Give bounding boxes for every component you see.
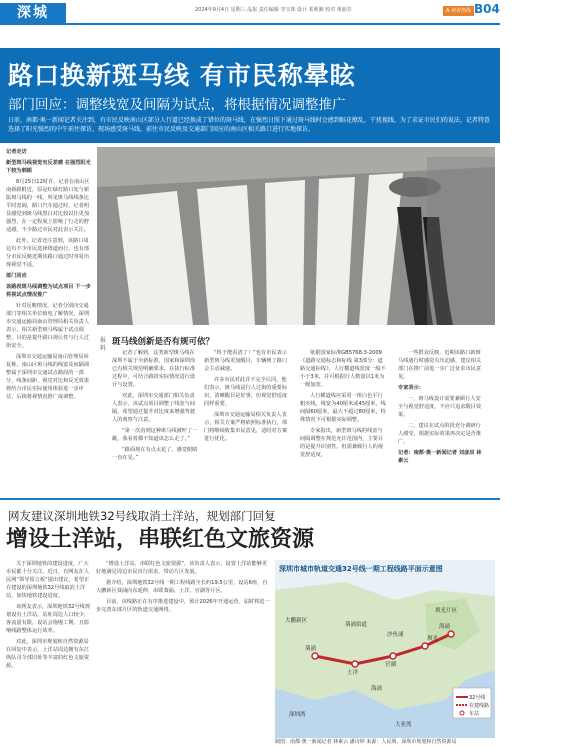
paragraph: 专家指出，新型斑马线的线宽与间隔调整在规范允许范围内，主要目的是提升识别性，但需兼顾行人的视觉舒适度。: [300, 428, 384, 458]
story2-column-1: [6, 560, 92, 673]
paragraph: 许多市民对此并不完全认同，他们表示，斑马线是行人过街的重要标识，清晰醒目是好事，但视觉舒适度同样重要。: [204, 377, 288, 407]
box-heading: 斑马线创新是否有规可依？: [112, 337, 215, 347]
masthead-rule: [0, 23, 500, 25]
place-label: 大亚湾: [395, 722, 412, 728]
paragraph: 人行横道线应采用一组白色平行粗实线，线宽为40厘米或45厘米，线间隔60厘米，最大不超过80厘米，特殊情况下可根据实际调整。: [300, 393, 386, 423]
box-column-2: [204, 349, 290, 446]
photo-caption: 正午时分，南山区工业七路与粤海路交叉口附近人行道。南都·奥一新闻记者 刘彦 辰 摄: [527, 355, 584, 411]
issue-info: 2024年9月4日 星期三 晶报 责任编辑 李宝珠 设计 邓莉湘 校对 黄丽芳: [195, 7, 352, 13]
page-number: B04: [474, 2, 500, 16]
paragraph: 一些群众反映，近期该路口新斑马线通行时感觉有压迫感，建议相关部门在推广前进一步广泛征求市民意见。: [398, 350, 482, 380]
paragraph: 记者走访: [6, 149, 27, 155]
story2-kicker: 网友建议深圳地铁32号线取消土洋站，规划部门回复: [8, 509, 276, 523]
paragraph: 该路段斑马线调整为试点项目 下一步将视试点情况推广: [6, 284, 91, 298]
paragraph: 依据国家标准GB5768.3-2009《道路交通标志和标线 第3部分：道路交通标线》，人行横道线宽度一般不小于3米，并可根据行人数量以1米为一级加宽。: [300, 350, 386, 388]
map-legend: [451, 694, 491, 718]
paragraph: “第一次看到这种斑马线被吓了一跳，我看着都不知道该怎么走了。”: [112, 428, 198, 442]
story1-left-column: [6, 148, 92, 404]
paragraph: 对此，深圳市交通部门相关负责人表示，该试点项目调整了线宽与间隔，希望通过提升对比度来增强驾驶人的观察与注意。: [112, 393, 196, 423]
route-map: [275, 560, 495, 738]
paragraph: 据介绍，深圳地铁32号线一期工程线路全长约19.5公里，设站6座，自大鹏新区葵涌向东延伸，串联葵涌、土洋、官湖等片区。: [96, 580, 268, 594]
station-label: 海涌: [439, 624, 451, 630]
legend-item: 在建线路: [469, 703, 490, 709]
paragraph: 此外，记者还注意到，该路口周边有不少市民选择绕道而行，也有部分市民反映近期该路口通过时容易出现视觉不适。: [6, 238, 90, 268]
story1-subhead: 部门回应：调整线宽及间隔为试点，将根据情况调整推广: [8, 97, 346, 113]
paragraph: 关于深圳地铁的建设进度，广大市民都十分关注。近日，有网友在人民网“领导留言板”提出建议，希望正在建设的深圳地铁32号线取消土洋站，加快地铁建设进度。: [6, 561, 90, 599]
story1-banner: [0, 48, 500, 143]
masthead: [0, 0, 500, 26]
paragraph: 目前，该线路正在有序推进建设中，预计2026年开通运营。届时将进一步完善东部片区的轨道交通网络。: [96, 599, 270, 613]
box-rail-label: 报料: [100, 337, 107, 352]
paragraph: 深圳市交通运输局相关负责人表示，相关方案严格依照标准执行，部门将继续收集市民意见，适时对方案进行优化。: [204, 412, 288, 442]
paragraph: 深圳市交通运输局南山管理局回复称，南山区斑马线的线宽及间隔调整属于深圳市交通试点路段的一部分，线条间距、视觉对比和反光效果将结合市民实际使用体验进一步评估，后续将视情况推广或调整。: [6, 354, 90, 400]
story2-column-2: [96, 560, 272, 617]
station-label: 葵涌: [305, 646, 317, 652]
map-title: 深圳市城市轨道交通32号线一期工程线路平面示意图: [279, 565, 443, 573]
paragraph: “增设土洋站，串联红色文旅资源”，该负责人表示，设置土洋站能够更好地满足周边市民出行需求，带动片区发展。: [96, 561, 268, 575]
paragraph: 8月25日12时许，记者在南山区南新路附近，原是红绿灯路口处与新版斑马线的一线，所见斑马线线条比平时宽阔，路口汽车通过时，记者明显感觉到斑马线黑白对比较以往更加强烈，在一定程度上影响了行走的舒适感，不少路过市民对此表示关注。: [6, 179, 90, 233]
paragraph: 二、建议在试点阶段充分调研行人感受，根据实际效果再决定是否推广。: [398, 423, 482, 445]
legend-item: 32号线: [469, 695, 486, 701]
paragraph: 该网友表示，深圳地铁32号线规划设有土洋站，站址周边人口较少，客流量有限，设站会拖慢工期，且影响线路整体运行效率。: [6, 604, 91, 634]
place-label: 大鹏新区: [285, 618, 308, 624]
paragraph: 专家表示：: [398, 385, 424, 391]
paragraph: 对此，深圳市规划和自然资源局在回复中表示，土洋站周边拥有东江纵队司令部旧址等丰富的红色文旅资源。: [6, 639, 90, 669]
story-divider: [0, 498, 500, 500]
paragraph: 记者：南都·奥一新闻记者 刘彦辰 林素云: [398, 450, 482, 464]
station-label: 坝光: [427, 636, 439, 642]
paragraph: 部门回应: [6, 273, 27, 279]
place-label: 沙鱼涌: [387, 632, 404, 638]
box-column-4: [398, 349, 484, 468]
paragraph: “终于能看清了！”也有市民表示新型斑马线更加醒目，车辆到了路口会主动减速。: [204, 350, 288, 372]
paragraph: 记者了解到，这类新型斑马线在深圳不属于全新标准，国家和深圳均已有相关规范明确要求，在执行标准过程中，可结合路段实际情况进行设计与设置。: [112, 350, 196, 388]
place-label: 深圳湾: [289, 712, 306, 718]
paragraph: 针对反映情况，记者分别向交通部门等相关单位致电了解情况，深圳市交通运输局南山管理局相关负责人表示，相关新型斑马线属于试点调整，目的是提升路口视认性与行人过街安全。: [6, 303, 90, 349]
map-caption: 制图：南都·奥一新闻记者 林素云 潘诗婷 来源：人民网、深圳市规划和自然资源局: [275, 739, 457, 745]
box-column-1: [112, 349, 198, 465]
legend-item: 车站: [469, 711, 480, 717]
paragraph: “路面现在有点太花了，感觉眼睛一直在晃。”: [112, 447, 198, 461]
story1-lede: 日前，南都·奥一新闻记者关注到，有市民反映南山区部分人行道已经换成了错位的斑马线，在强烈日照下通过斑马线时会感到眼花缭乱，干扰视线。为了求证市民们的说法，记者特意选择了阳光强烈的中午前往探访，现场感受斑马线，前往市民反映及交通部门回应的南山区相关路口进行实地探访。: [8, 117, 490, 133]
paragraph: 新型斑马线视觉有反差感 在强烈阳光下较为刺眼: [6, 160, 91, 174]
place-label: 坝光片区: [435, 608, 458, 614]
station-label: 官湖: [385, 662, 397, 668]
paragraph: 一、斑马线设计需要兼顾行人安全与视觉舒适度，不应只追求醒目效果。: [398, 396, 482, 418]
story2-headline: 增设土洋站，串联红色文旅资源: [6, 527, 315, 552]
box-column-3: [300, 349, 386, 462]
hotline-badge: A 读者热线: [443, 6, 474, 16]
section-tag: 深城: [0, 3, 66, 23]
place-label: 葵涌街道: [345, 622, 368, 628]
place-label: 海涌: [371, 686, 383, 692]
station-label: 土洋: [347, 670, 359, 676]
crosswalk-photo-image: [97, 147, 495, 325]
story1-headline: 路口换新斑马线 有市民称晕眩: [8, 61, 356, 90]
